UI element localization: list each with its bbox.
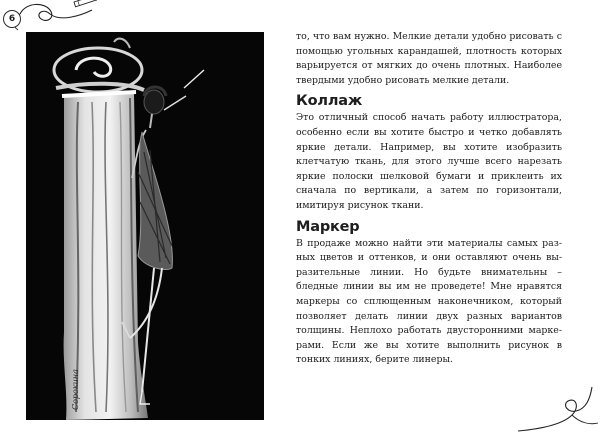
pencil-icon [74, 0, 102, 7]
page-number: 6 [3, 10, 21, 28]
section-body-collage: Это отличный способ начать работу иллюстратора, особенно если вы хотите быстро и четко добавлять яркие детали. Например, вы хотите изобразить клетчатую ткань, для этого лучше всего нарезать яркие полоски шелковой бумаги и приклеить их сначала по вертикали, а затем по горизонтали, имитируя рисунок ткани. [296, 112, 562, 211]
fashion-illustration [26, 32, 264, 420]
section-body-marker: В продаже можно найти эти материалы самых разных цветов и оттенков, и они оставляют очень выразительные линии. Но будьте внимательны – бледные линии вы им не проведете! Мне нравятся маркеры со сплющенным наконечником, который позволяет делать линии двух разных вариантов толщины. Неплохо работать двусторонними маркерами. Если же вы хотите выполнить рисунок в тонких линиях, берите линеры. [296, 237, 562, 366]
corner-swirl-ornament-bottom [510, 379, 600, 439]
artist-signature: Сорокина [71, 369, 80, 410]
intro-paragraph: то, что вам нужно. Мелкие детали удобно рисовать с помощью угольных карандашей, плотность которых варьируется от мягких до очень плотных. Наиболее твердыми удобно рисовать мелкие детали. [296, 31, 562, 86]
section-heading-collage: Коллаж [296, 93, 363, 110]
text-column [296, 30, 562, 368]
snail-sculpture [54, 39, 144, 92]
section-heading-marker: Маркер [296, 218, 360, 235]
